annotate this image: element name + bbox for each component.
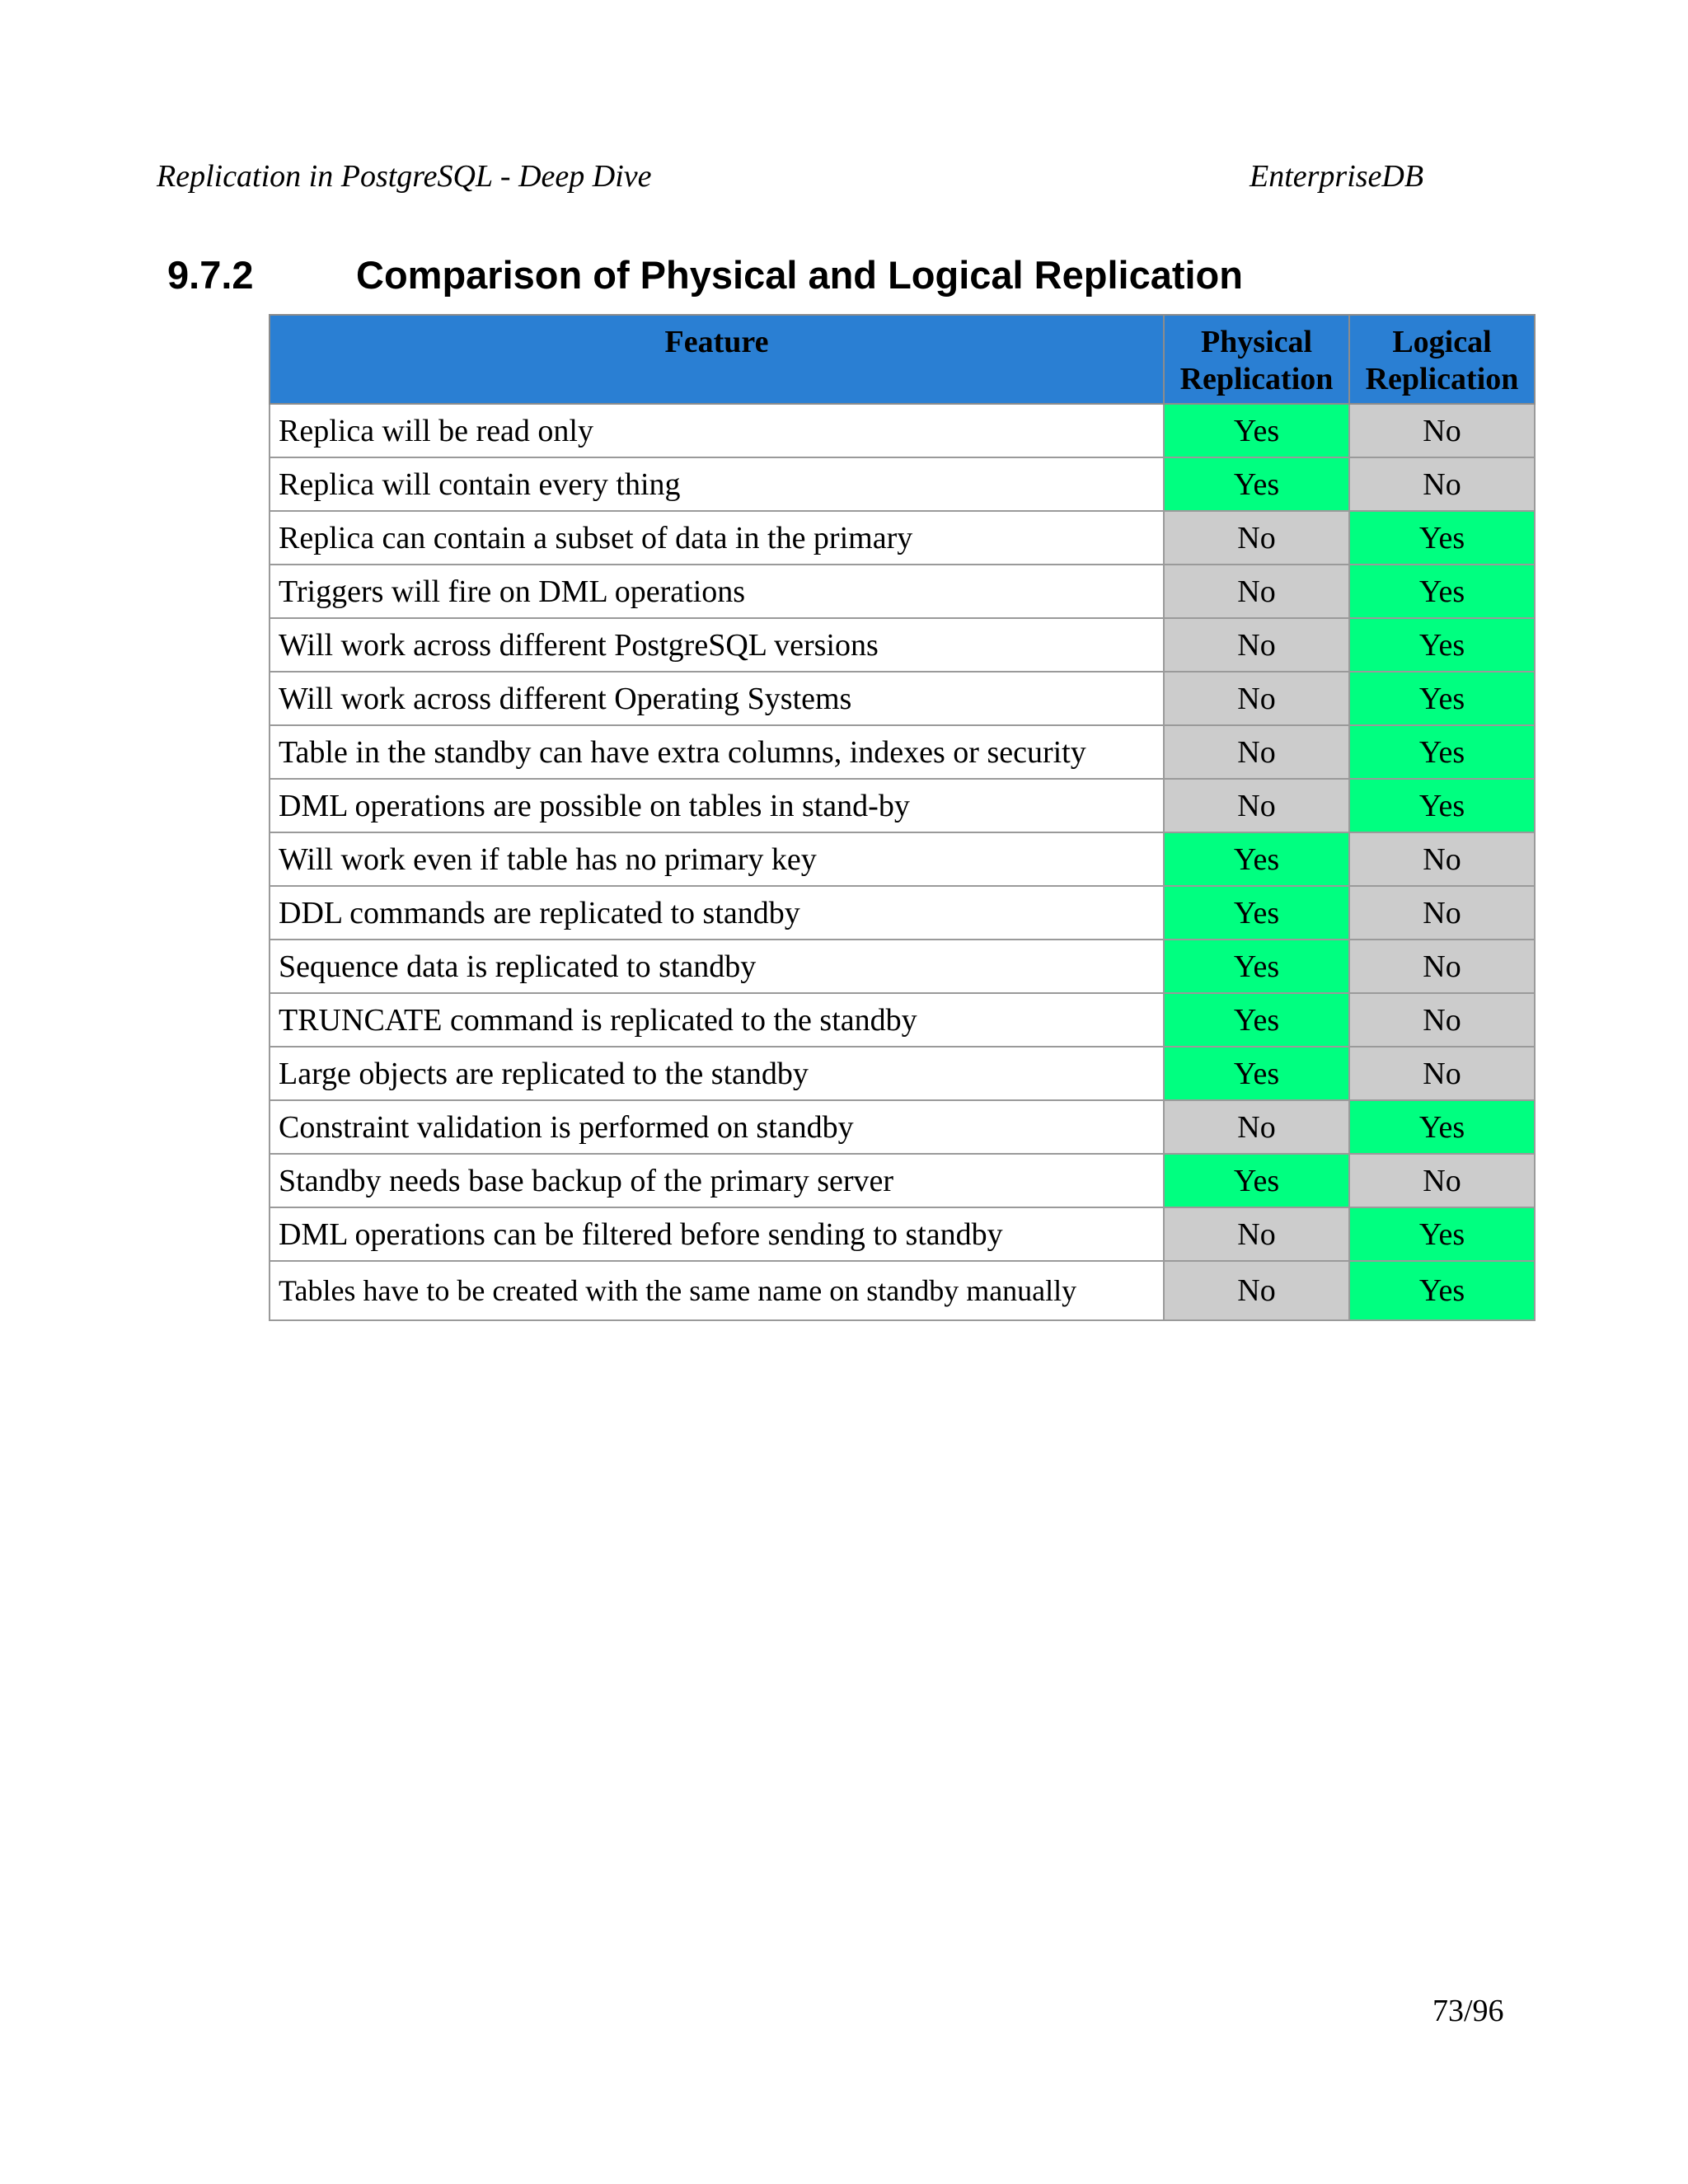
feature-cell: Triggers will fire on DML operations xyxy=(270,565,1164,618)
physical-value-cell: No xyxy=(1164,511,1349,565)
physical-value-cell: No xyxy=(1164,1100,1349,1154)
feature-cell: TRUNCATE command is replicated to the standby xyxy=(270,993,1164,1047)
feature-cell: Table in the standby can have extra columns, indexes or security xyxy=(270,725,1164,779)
feature-cell: Large objects are replicated to the standby xyxy=(270,1047,1164,1100)
logical-value-cell: Yes xyxy=(1349,1261,1535,1320)
table-row xyxy=(270,993,1535,1047)
feature-cell: Standby needs base backup of the primary server xyxy=(270,1154,1164,1207)
feature-cell: DML operations are possible on tables in stand-by xyxy=(270,779,1164,832)
table-row xyxy=(270,886,1535,940)
feature-cell: Replica will be read only xyxy=(270,404,1164,457)
physical-value-cell: Yes xyxy=(1164,404,1349,457)
logical-value-cell: Yes xyxy=(1349,618,1535,672)
table-row xyxy=(270,457,1535,511)
logical-value-cell: No xyxy=(1349,993,1535,1047)
comparison-table xyxy=(269,314,1536,1321)
feature-cell: Constraint validation is performed on standby xyxy=(270,1100,1164,1154)
logical-value-cell: Yes xyxy=(1349,672,1535,725)
table-row xyxy=(270,1047,1535,1100)
feature-cell: Replica will contain every thing xyxy=(270,457,1164,511)
physical-value-cell: Yes xyxy=(1164,1047,1349,1100)
logical-value-cell: Yes xyxy=(1349,565,1535,618)
physical-value-cell: No xyxy=(1164,1207,1349,1261)
logical-value-cell: No xyxy=(1349,404,1535,457)
physical-value-cell: No xyxy=(1164,725,1349,779)
physical-value-cell: No xyxy=(1164,565,1349,618)
logical-value-cell: Yes xyxy=(1349,1100,1535,1154)
section-title: Comparison of Physical and Logical Replication xyxy=(356,253,1243,297)
table-header-row xyxy=(270,315,1535,404)
feature-cell: Tables have to be created with the same name on standby manually xyxy=(270,1261,1164,1320)
table-row xyxy=(270,404,1535,457)
table-row xyxy=(270,940,1535,993)
section-number: 9.7.2 xyxy=(167,253,254,297)
table-row xyxy=(270,1207,1535,1261)
column-header-physical: Physical Replication xyxy=(1164,315,1349,404)
logical-value-cell: No xyxy=(1349,1047,1535,1100)
physical-value-cell: Yes xyxy=(1164,457,1349,511)
logical-value-cell: No xyxy=(1349,1154,1535,1207)
physical-value-cell: Yes xyxy=(1164,940,1349,993)
section-heading xyxy=(167,251,1243,300)
table-row xyxy=(270,565,1535,618)
table-row xyxy=(270,1261,1535,1320)
physical-value-cell: No xyxy=(1164,1261,1349,1320)
logical-value-cell: No xyxy=(1349,940,1535,993)
table-row xyxy=(270,618,1535,672)
physical-value-cell: Yes xyxy=(1164,832,1349,886)
table-row xyxy=(270,672,1535,725)
logical-value-cell: Yes xyxy=(1349,511,1535,565)
feature-cell: DDL commands are replicated to standby xyxy=(270,886,1164,940)
page-number: 73/96 xyxy=(1432,1994,1504,2028)
table-row xyxy=(270,1154,1535,1207)
table-row xyxy=(270,511,1535,565)
logical-value-cell: Yes xyxy=(1349,1207,1535,1261)
logical-value-cell: Yes xyxy=(1349,779,1535,832)
table-body xyxy=(270,404,1535,1320)
physical-value-cell: No xyxy=(1164,618,1349,672)
logical-value-cell: No xyxy=(1349,832,1535,886)
physical-value-cell: No xyxy=(1164,779,1349,832)
physical-value-cell: No xyxy=(1164,672,1349,725)
logical-value-cell: No xyxy=(1349,886,1535,940)
document-title: Replication in PostgreSQL - Deep Dive xyxy=(157,159,652,194)
company-name: EnterpriseDB xyxy=(1250,159,1424,194)
table-row xyxy=(270,1100,1535,1154)
physical-value-cell: Yes xyxy=(1164,993,1349,1047)
table-row xyxy=(270,779,1535,832)
column-header-logical: Logical Replication xyxy=(1349,315,1535,404)
table-row xyxy=(270,832,1535,886)
feature-cell: Replica can contain a subset of data in the primary xyxy=(270,511,1164,565)
physical-value-cell: Yes xyxy=(1164,886,1349,940)
logical-value-cell: Yes xyxy=(1349,725,1535,779)
feature-cell: Will work across different Operating Systems xyxy=(270,672,1164,725)
feature-cell: Sequence data is replicated to standby xyxy=(270,940,1164,993)
table-row xyxy=(270,725,1535,779)
physical-value-cell: Yes xyxy=(1164,1154,1349,1207)
feature-cell: Will work even if table has no primary key xyxy=(270,832,1164,886)
feature-cell: Will work across different PostgreSQL versions xyxy=(270,618,1164,672)
feature-cell: DML operations can be filtered before sending to standby xyxy=(270,1207,1164,1261)
column-header-feature: Feature xyxy=(270,315,1164,404)
logical-value-cell: No xyxy=(1349,457,1535,511)
